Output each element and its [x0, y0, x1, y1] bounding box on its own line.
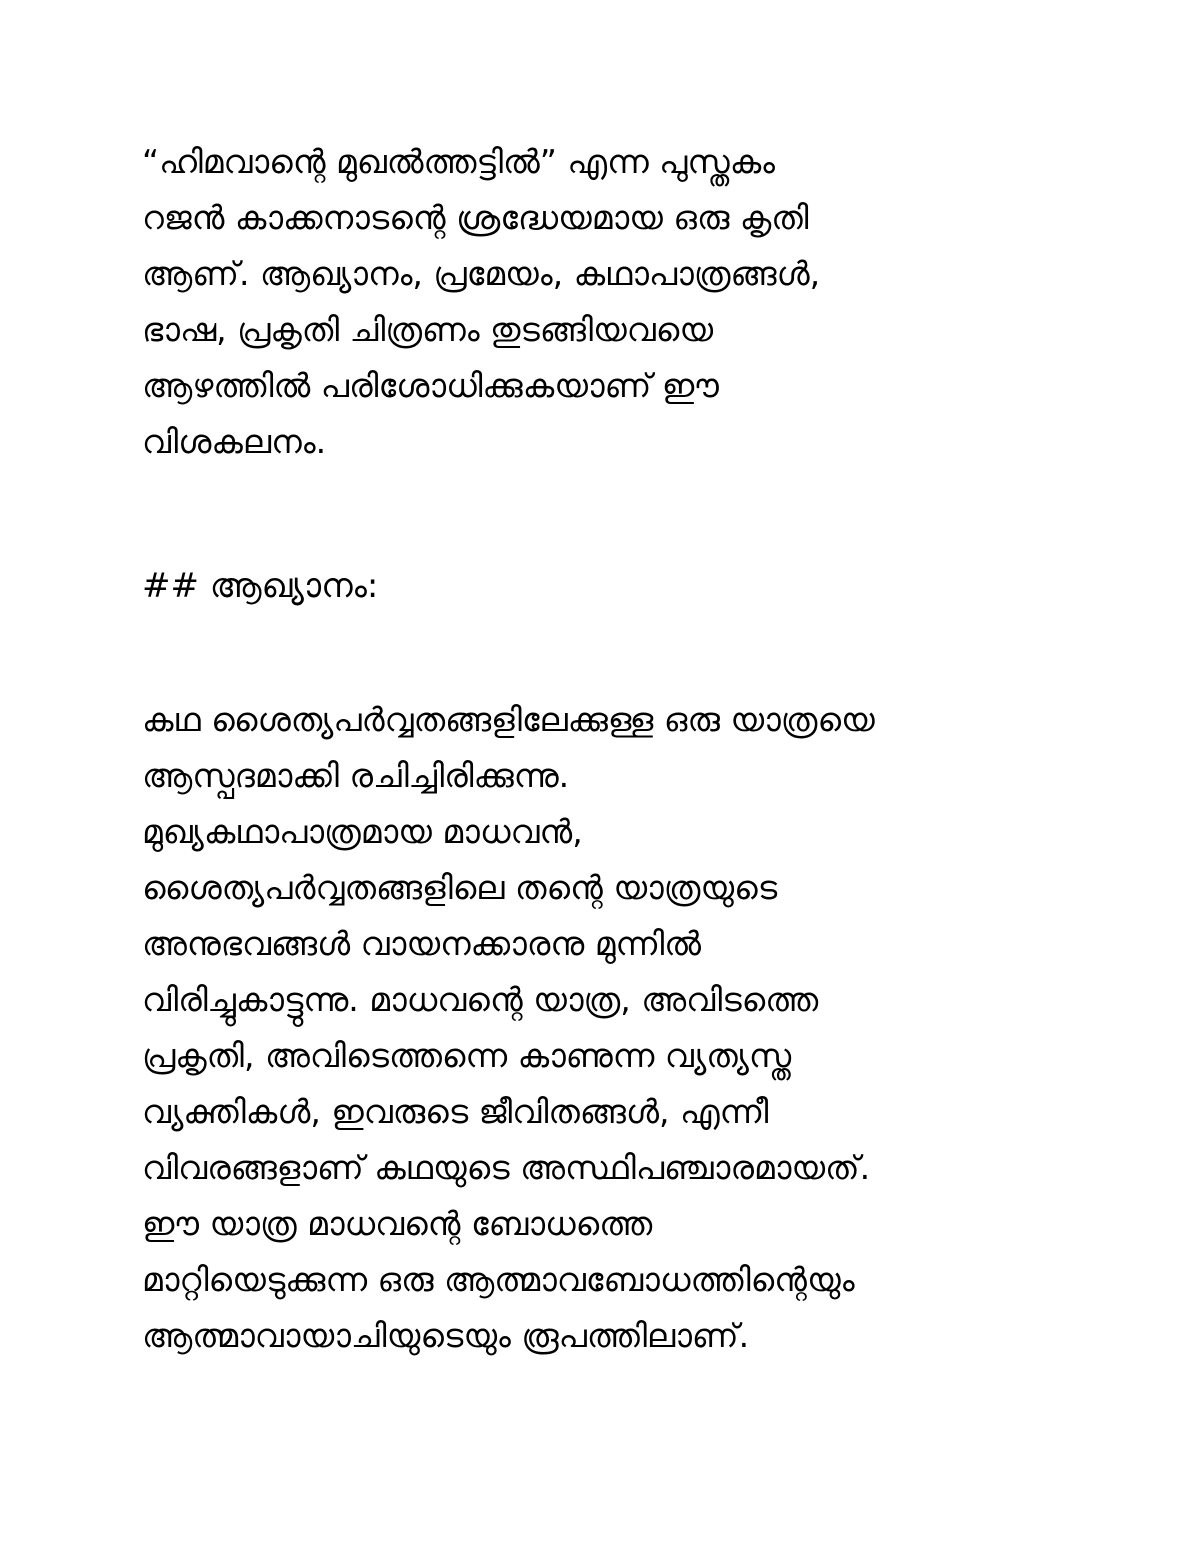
text-line: മാറ്റിയെടുക്കുന്ന ഒരു ആത്മാവബോധത്തിന്റെയും: [142, 1260, 855, 1299]
text-line: ശൈത്യപർവ്വതങ്ങളിലെ തന്റെ യാത്രയുടെ: [142, 868, 778, 907]
text-line: ഭാഷ, പ്രകൃതി ചിത്രണം തുടങ്ങിയവയെ: [142, 310, 714, 349]
text-line: ഈ യാത്ര മാധവന്റെ ബോധത്തെ: [142, 1204, 653, 1243]
text-line: വിവരങ്ങളാണ് കഥയുടെ അസ്ഥിപഞ്ചാരമായത്.: [142, 1148, 871, 1187]
text-line: മുഖ്യകഥാപാത്രമായ മാധവൻ,: [142, 812, 583, 851]
text-line: വിശകലനം.: [142, 422, 327, 461]
text-line: റജൻ കാക്കനാടന്റെ ശ്രദ്ധേയമായ ഒരു കൃതി: [142, 198, 809, 237]
text-line: “ഹിമവാന്റെ മുഖൽത്തട്ടിൽ” എന്ന പുസ്തകം: [142, 142, 775, 181]
section-heading: [142, 558, 1080, 614]
text-line: വ്യക്തികൾ, ഇവരുടെ ജീവിതങ്ങൾ, എന്നീ: [142, 1092, 769, 1131]
text-line: ആണ്. ആഖ്യാനം, പ്രമേയം, കഥാപാത്രങ്ങൾ,: [142, 254, 821, 293]
body-paragraph: [142, 692, 1080, 1364]
text-line: വിരിച്ചുകാട്ടുന്നു. മാധവന്റെ യാത്ര, അവിടത്തെ: [142, 980, 819, 1019]
heading-text: ## ആഖ്യാനം:: [142, 566, 379, 606]
text-line: ആഴത്തിൽ പരിശോധിക്കുകയാണ് ഈ: [142, 366, 719, 405]
text-line: അനുഭവങ്ങൾ വായനക്കാരനു മുന്നിൽ: [142, 924, 702, 963]
text-line: പ്രകൃതി, അവിടെത്തന്നെ കാണുന്ന വ്യത്യസ്ത: [142, 1036, 792, 1075]
text-line: ആത്മാവായാചിയുടെയും രൂപത്തിലാണ്.: [142, 1316, 750, 1355]
intro-paragraph: [142, 134, 1080, 470]
text-line: ആസ്പദമാക്കി രചിച്ചിരിക്കുന്നു.: [142, 756, 570, 795]
text-line: കഥ ശൈത്യപർവ്വതങ്ങളിലേക്കുള്ള ഒരു യാത്രയെ: [142, 700, 875, 739]
